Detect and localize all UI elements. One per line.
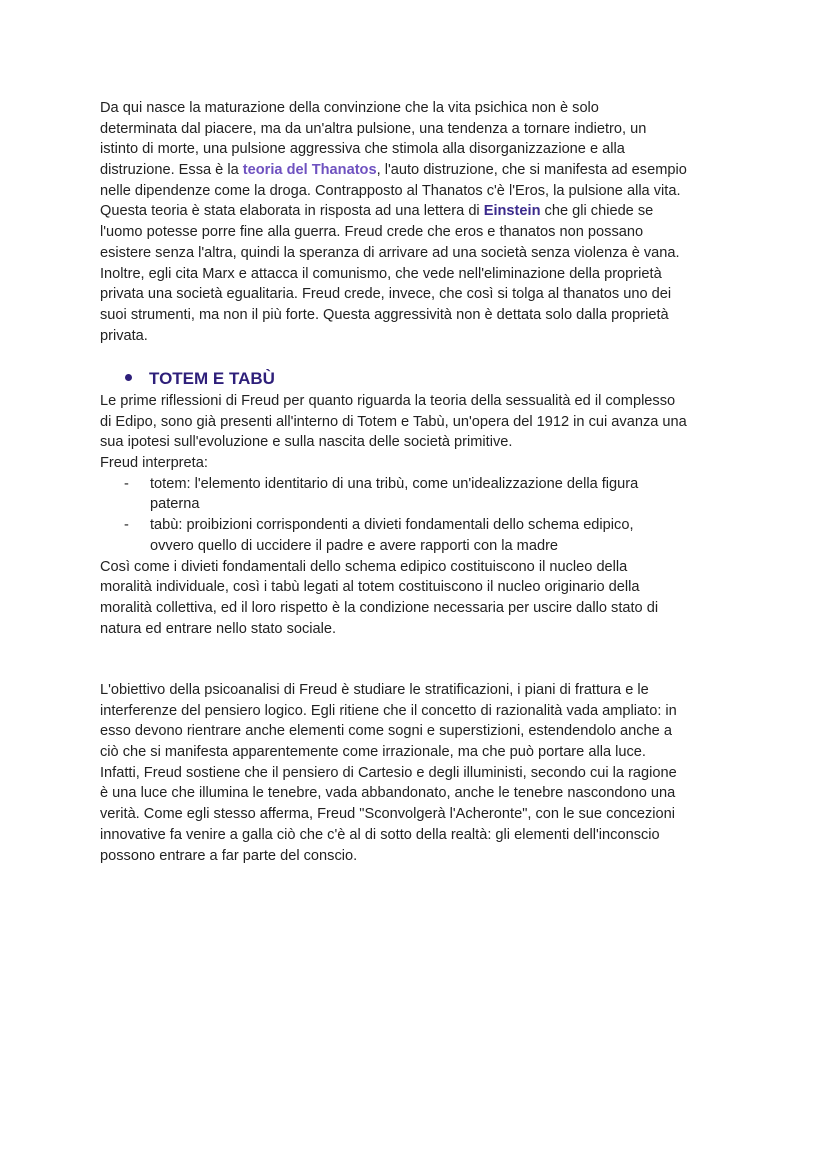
list-item [100,474,687,515]
dash-bullet-icon: - [124,475,129,492]
list-item-line [100,515,687,536]
text-line: sua ipotesi sull'evoluzione e sulla nascita delle società primitive. [100,434,513,451]
list-item-text: paterna [150,496,200,513]
text-line: verità. Come egli stesso afferma, Freud "Sconvolgerà l'Acheronte", con le sue concezioni [100,806,676,823]
text-line [100,160,687,181]
text-line: Freud interpreta: [100,455,208,472]
paragraph-psicoanalisi [100,680,677,866]
text-line: determinata dal piacere, ma da un'altra pulsione, una tendenza a tornare indietro, un [100,120,647,137]
text-line: Così come i divieti fondamentali dello schema edipico costituiscono il nucleo della [100,558,628,575]
list-item-text: tabù: proibizioni corrispondenti a divieti fondamentali dello schema edipico, [150,517,634,534]
text-line: esso devono rientrare anche elementi come sogni e superstizioni, estendendolo anche a [100,723,672,740]
list-item [100,515,687,556]
paragraph-thanatos [100,98,687,346]
text-line: L'obiettivo della psicoanalisi di Freud è studiare le stratificazioni, i piani di frattura e le [100,682,649,698]
text-line: è una luce che illumina le tenebre, vada abbandonato, anche le tenebre nascondono una [100,785,676,802]
text-line: Infatti, Freud sostiene che il pensiero di Cartesio e degli illuministi, secondo cui la ragione [100,764,677,781]
text-line: innovative fa venire a galla ciò che c'è al di sotto della realtà: gli elementi dell'inconscio [100,826,660,843]
text-segment: Questa teoria è stata elaborata in risposta ad una lettera di [100,203,484,220]
bullet-dot-icon [125,374,132,381]
text-line: suoi strumenti, ma non il più forte. Questa aggressività non è dettata solo dalla proprietà [100,306,669,323]
list-item-line [100,474,687,495]
text-line: l'uomo potesse porre fine alla guerra. Freud crede che eros e thanatos non possano [100,224,644,241]
text-line: moralità collettiva, ed il loro rispetto è la condizione necessaria per uscire dallo stato di [100,599,659,616]
list-item-text: ovvero quello di uccidere il padre e avere rapporti con la madre [150,537,559,554]
text-segment: che gli chiede se [540,203,654,220]
text-line: di Edipo, sono già presenti all'interno di Totem e Tabù, un'opera del 1912 in cui avanza una [100,413,687,430]
list-item-text: totem: l'elemento identitario di una tribù, come un'idealizzazione della figura [150,475,639,492]
highlighted-term: teoria del Thanatos [242,162,377,179]
text-line: privata una società egualitaria. Freud crede, invece, che così si tolga al thanatos uno dei [100,286,672,303]
text-line: moralità individuale, così i tabù legati al totem costituiscono il nucleo originario della [100,579,640,596]
heading-text: TOTEM E TABÙ [149,369,275,388]
text-segment: distruzione. Essa è la [100,162,243,179]
text-line: nelle dipendenze come la droga. Contrapposto al Thanatos c'è l'Eros, la pulsione alla vita. [100,182,681,199]
section-heading [125,368,275,390]
text-line: ciò che si manifesta apparentemente come irrazionale, ma che può portare alla luce. [100,744,646,761]
dash-bullet-icon: - [124,517,129,534]
paragraph-totem-tabu [100,391,687,639]
text-line: natura ed entrare nello stato sociale. [100,620,337,637]
highlighted-term: Einstein [483,203,541,220]
text-segment: , l'auto distruzione, che si manifesta ad esempio [376,162,687,179]
text-line: Inoltre, egli cita Marx e attacca il comunismo, che vede nell'eliminazione della proprietà [100,265,662,282]
list-item-line [100,494,687,515]
text-line: Le prime riflessioni di Freud per quanto riguarda la teoria della sessualità ed il complesso [100,393,676,409]
text-line: possono entrare a far parte del conscio. [100,847,358,864]
list-item-line [100,536,687,557]
text-line: interferenze del pensiero logico. Egli ritiene che il concetto di razionalità vada ampliato: in [100,702,677,719]
text-line [100,201,687,222]
text-line: Da qui nasce la maturazione della convinzione che la vita psichica non è solo [100,100,599,116]
text-line: istinto di morte, una pulsione aggressiva che stimola alla disorganizzazione e alla [100,141,625,158]
text-line: privata. [100,327,148,344]
text-line: esistere senza l'altra, quindi la speranza di arrivare ad una società senza violenza è vana. [100,244,680,261]
